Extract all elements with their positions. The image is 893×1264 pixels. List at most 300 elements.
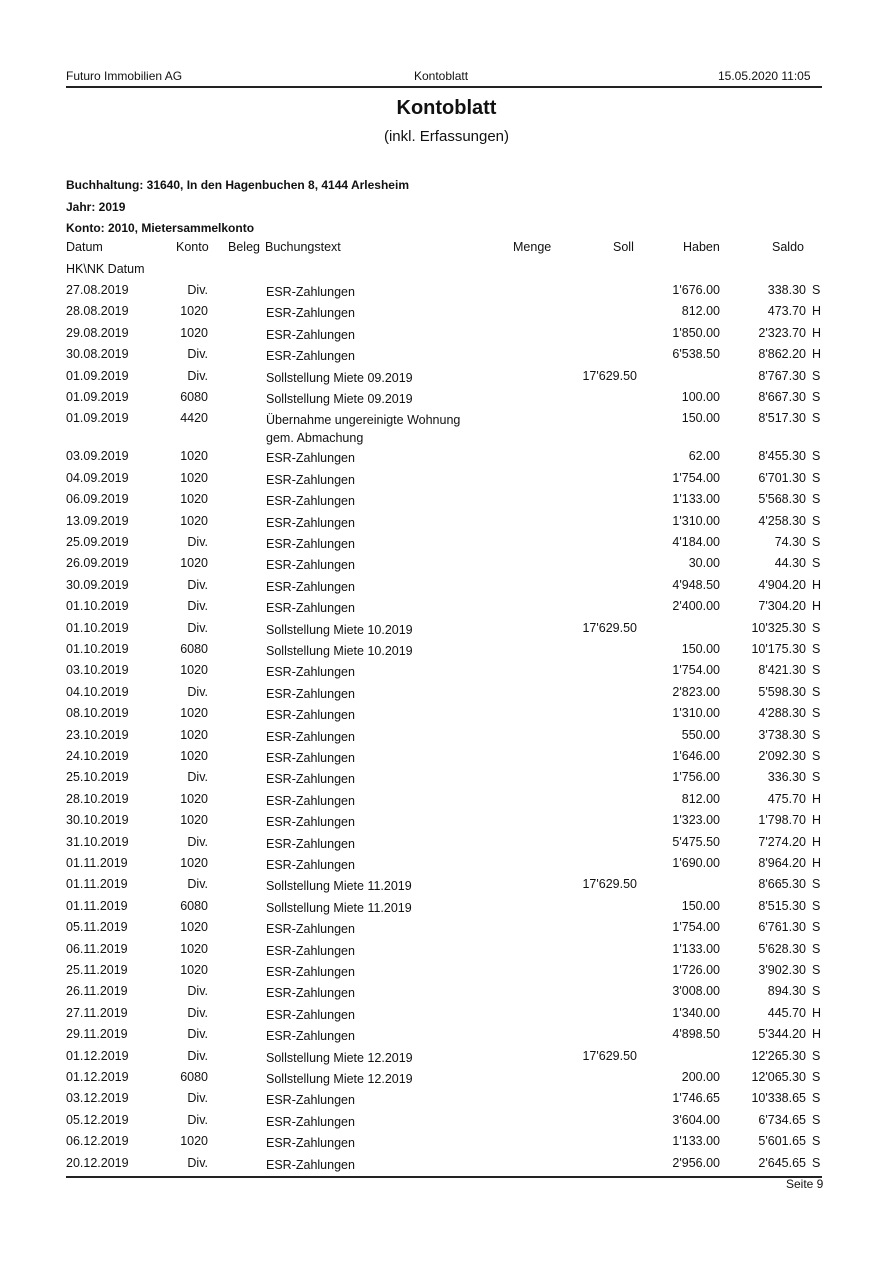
row-saldo: 12'265.30 [751,1048,806,1063]
row-konto: 1020 [180,304,208,319]
row-haben: 1'133.00 [672,941,720,956]
row-buchungstext: ESR-Zahlungen [266,558,355,573]
table-row [0,749,893,769]
col-header-saldo: Saldo [772,240,804,254]
row-buchungstext: ESR-Zahlungen [266,965,355,979]
table-row [0,792,893,812]
row-buchungstext: Sollstellung Miete 09.2019 [266,370,413,385]
row-soll-haben-indicator: S [812,749,821,763]
company-name: Futuro Immobilien AG [66,69,183,83]
table-row [0,449,893,469]
row-buchungstext: ESR-Zahlungen [266,472,355,487]
row-date: 04.10.2019 [66,684,129,699]
row-haben: 1'754.00 [672,663,720,678]
row-buchungstext: ESR-Zahlungen [266,349,355,364]
row-soll-haben-indicator: S [812,727,821,742]
row-konto: Div. [187,535,208,549]
row-buchungstext: ESR-Zahlungen [266,579,355,594]
table-row [0,706,893,726]
table-row [0,984,893,1004]
row-saldo: 473.70 [767,304,806,319]
row-saldo: 8'964.20 [758,856,806,870]
row-buchungstext: ESR-Zahlungen [266,986,355,1001]
row-konto: Div. [187,1005,208,1020]
row-buchungstext: ESR-Zahlungen [266,1157,355,1172]
row-date: 01.09.2019 [66,390,129,404]
row-soll-haben-indicator: H [812,1027,822,1042]
table-row [0,411,893,446]
row-haben: 812.00 [681,304,720,319]
row-soll-haben-indicator: S [812,283,821,297]
row-saldo: 44.30 [774,556,806,571]
row-haben: 812.00 [681,791,720,806]
row-date: 01.09.2019 [66,411,129,426]
row-date: 05.11.2019 [66,920,128,935]
table-row [0,369,893,389]
col-header-hknk-datum: HK\NK Datum [66,262,145,276]
row-buchungstext: ESR-Zahlungen [266,494,355,509]
row-date: 20.12.2019 [66,1155,129,1170]
row-konto: 6080 [180,642,208,656]
row-saldo: 10'325.30 [751,620,806,635]
row-saldo: 2'323.70 [758,325,806,340]
row-buchungstext: ESR-Zahlungen [266,922,355,937]
row-date: 30.09.2019 [66,577,129,592]
page-number: Seite 9 [786,1177,824,1191]
row-haben: 200.00 [681,1070,720,1084]
meta-konto: Konto: 2010, Mietersammelkonto [66,221,255,235]
row-buchungstext: Sollstellung Miete 09.2019 [266,392,413,406]
footer-rule [66,1176,822,1178]
row-soll-haben-indicator: S [812,1155,821,1170]
col-header-menge: Menge [513,240,552,254]
row-buchungstext: ESR-Zahlungen [266,515,355,530]
row-buchungstext: ESR-Zahlungen [266,815,355,830]
row-soll-haben-indicator: S [812,920,821,935]
row-saldo: 74.30 [774,535,806,549]
row-soll-haben-indicator: S [812,513,821,528]
row-soll-haben-indicator: S [812,706,821,721]
table-row [0,877,893,897]
row-soll-haben-indicator: S [812,963,821,977]
row-soll-haben-indicator: H [812,347,822,362]
row-konto: Div. [187,834,208,849]
row-soll-haben-indicator: H [812,599,822,614]
row-buchungstext: ESR-Zahlungen [266,772,355,787]
row-soll-haben-indicator: S [812,620,821,635]
row-soll-haben-indicator: S [812,642,821,656]
row-saldo: 5'601.65 [758,1134,806,1149]
row-date: 31.10.2019 [66,834,129,849]
row-konto: 1020 [180,1134,208,1149]
row-haben: 150.00 [681,411,720,426]
row-date: 01.11.2019 [66,877,128,892]
table-row [0,556,893,576]
row-buchungstext: ESR-Zahlungen [266,686,355,701]
table-row [0,920,893,940]
row-haben: 1'133.00 [672,1134,720,1149]
row-haben: 100.00 [681,390,720,404]
row-buchungstext: ESR-Zahlungen [266,537,355,551]
row-haben: 4'948.50 [672,577,720,592]
row-konto: Div. [187,770,208,785]
row-date: 01.09.2019 [66,368,129,383]
row-soll-haben-indicator: S [812,877,821,892]
row-konto: 1020 [180,663,208,678]
row-soll-haben-indicator: H [812,577,822,592]
row-haben: 4'184.00 [672,535,720,549]
row-saldo: 5'598.30 [758,684,806,699]
row-saldo: 7'274.20 [758,834,806,849]
row-konto: Div. [187,1048,208,1063]
table-row [0,685,893,705]
row-soll-haben-indicator: S [812,684,821,699]
row-konto: Div. [187,283,208,297]
row-saldo: 1'798.70 [758,813,806,828]
row-saldo: 4'904.20 [758,577,806,592]
row-buchungstext: ESR-Zahlungen [266,1114,355,1129]
meta-jahr: Jahr: 2019 [66,200,126,214]
row-date: 03.10.2019 [66,663,129,678]
row-konto: 1020 [180,791,208,806]
row-saldo: 6'701.30 [758,470,806,485]
row-soll-haben-indicator: S [812,368,821,383]
table-row [0,621,893,641]
row-buchungstext: ESR-Zahlungen [266,327,355,342]
row-buchungstext: ESR-Zahlungen [266,793,355,808]
table-row [0,1134,893,1154]
row-date: 06.12.2019 [66,1134,129,1149]
row-buchungstext: Sollstellung Miete 12.2019 [266,1072,413,1086]
row-soll-haben-indicator: S [812,1134,821,1149]
row-haben: 550.00 [681,727,720,742]
row-buchungstext: Sollstellung Miete 10.2019 [266,622,413,637]
row-saldo: 336.30 [767,770,806,785]
row-soll-haben-indicator: H [812,1005,822,1020]
row-saldo: 8'421.30 [758,663,806,678]
row-buchungstext: ESR-Zahlungen [266,1007,355,1022]
row-soll: 17'629.50 [582,620,637,635]
row-konto: 1020 [180,325,208,340]
row-buchungstext: ESR-Zahlungen [266,451,355,466]
row-date: 24.10.2019 [66,749,129,763]
row-date: 01.10.2019 [66,642,129,656]
row-konto: Div. [187,1027,208,1042]
row-haben: 2'400.00 [672,599,720,614]
row-haben: 1'746.65 [672,1091,720,1106]
row-saldo: 8'667.30 [758,390,806,404]
row-haben: 1'754.00 [672,470,720,485]
row-konto: 1020 [180,749,208,763]
row-soll: 17'629.50 [582,877,637,892]
row-soll-haben-indicator: S [812,1091,821,1106]
row-saldo: 7'304.20 [758,599,806,614]
row-konto: 1020 [180,513,208,528]
row-haben: 1'690.00 [672,856,720,870]
row-date: 06.09.2019 [66,492,129,507]
meta-buchhaltung: Buchhaltung: 31640, In den Hagenbuchen 8, 4144 Arlesheim [66,178,409,192]
table-row [0,963,893,983]
row-soll-haben-indicator: H [812,834,822,849]
row-saldo: 6'734.65 [758,1112,806,1127]
row-date: 03.12.2019 [66,1091,129,1106]
row-date: 01.11.2019 [66,898,128,913]
row-haben: 62.00 [688,449,720,464]
row-konto: 1020 [180,963,208,977]
row-soll-haben-indicator: S [812,1048,821,1063]
row-date: 28.10.2019 [66,791,129,806]
row-buchungstext: ESR-Zahlungen [266,858,355,872]
row-saldo: 10'175.30 [751,642,806,656]
row-haben: 150.00 [681,642,720,656]
col-header-beleg: Beleg [228,240,260,254]
page-subtitle: (inkl. Erfassungen) [383,128,510,145]
table-row [0,514,893,534]
row-saldo: 8'862.20 [758,347,806,362]
row-buchungstext: ESR-Zahlungen [266,1093,355,1108]
row-date: 23.10.2019 [66,727,129,742]
table-row [0,835,893,855]
row-haben: 2'823.00 [672,684,720,699]
table-row [0,1027,893,1047]
row-konto: 6080 [180,390,208,404]
row-saldo: 6'761.30 [758,920,806,935]
row-saldo: 12'065.30 [751,1070,806,1084]
row-haben: 1'754.00 [672,920,720,935]
table-row [0,471,893,491]
row-haben: 1'340.00 [672,1005,720,1020]
row-buchungstext: ESR-Zahlungen [266,1029,355,1044]
row-soll-haben-indicator: S [812,492,821,507]
row-date: 26.11.2019 [66,984,128,999]
row-date: 27.08.2019 [66,283,129,297]
row-konto: Div. [187,984,208,999]
row-konto: 1020 [180,449,208,464]
table-row [0,535,893,555]
row-haben: 6'538.50 [672,347,720,362]
row-date: 27.11.2019 [66,1005,128,1020]
row-haben: 1'310.00 [672,513,720,528]
row-saldo: 445.70 [767,1005,806,1020]
row-saldo: 5'628.30 [758,941,806,956]
table-row [0,770,893,790]
row-buchungstext: ESR-Zahlungen [266,943,355,958]
row-konto: 6080 [180,898,208,913]
row-buchungstext: Sollstellung Miete 11.2019 [266,900,412,915]
row-soll-haben-indicator: S [812,941,821,956]
row-konto: 1020 [180,727,208,742]
row-soll-haben-indicator: S [812,1112,821,1127]
row-soll-haben-indicator: H [812,791,822,806]
row-saldo: 10'338.65 [751,1091,806,1106]
row-soll-haben-indicator: S [812,390,821,404]
row-buchungstext: ESR-Zahlungen [266,751,355,765]
row-saldo: 8'455.30 [758,449,806,464]
row-soll-haben-indicator: S [812,984,821,999]
row-haben: 30.00 [688,556,720,571]
row-saldo: 2'092.30 [758,749,806,763]
row-date: 04.09.2019 [66,470,129,485]
row-saldo: 4'258.30 [758,513,806,528]
row-buchungstext: ESR-Zahlungen [266,285,355,299]
row-saldo: 5'568.30 [758,492,806,507]
row-date: 06.11.2019 [66,941,128,956]
table-row [0,942,893,962]
row-date: 25.11.2019 [66,963,128,977]
table-row [0,1006,893,1026]
row-konto: 1020 [180,941,208,956]
row-saldo: 4'288.30 [758,706,806,721]
row-konto: 1020 [180,470,208,485]
table-row [0,304,893,324]
row-saldo: 5'344.20 [758,1027,806,1042]
row-date: 05.12.2019 [66,1112,129,1127]
row-haben: 1'323.00 [672,813,720,828]
row-date: 01.12.2019 [66,1070,129,1084]
row-saldo: 8'665.30 [758,877,806,892]
row-haben: 4'898.50 [672,1027,720,1042]
row-buchungstext: Sollstellung Miete 11.2019 [266,879,412,894]
row-konto: Div. [187,577,208,592]
row-saldo: 475.70 [767,791,806,806]
row-haben: 1'726.00 [672,963,720,977]
row-soll-haben-indicator: S [812,1070,821,1084]
row-haben: 1'310.00 [672,706,720,721]
row-buchungstext [266,411,460,447]
row-soll-haben-indicator: S [812,663,821,678]
row-konto: Div. [187,347,208,362]
table-row [0,728,893,748]
table-row [0,642,893,662]
row-soll: 17'629.50 [582,1048,637,1063]
row-date: 30.10.2019 [66,813,129,828]
row-saldo: 338.30 [767,283,806,297]
table-row [0,856,893,876]
row-saldo: 8'767.30 [758,368,806,383]
row-konto: 6080 [180,1070,208,1084]
table-row [0,813,893,833]
row-date: 01.10.2019 [66,620,129,635]
row-soll-haben-indicator: S [812,535,821,549]
row-date: 30.08.2019 [66,347,129,362]
row-konto: 1020 [180,920,208,935]
row-haben: 3'008.00 [672,984,720,999]
row-saldo: 8'515.30 [758,898,806,913]
row-date: 29.08.2019 [66,325,129,340]
row-soll: 17'629.50 [582,368,637,383]
row-buchungstext-line2: gem. Abmachung [266,431,364,446]
row-date: 26.09.2019 [66,556,129,571]
row-date: 13.09.2019 [66,513,129,528]
col-header-konto: Konto [176,240,209,254]
row-konto: Div. [187,1091,208,1106]
row-konto: Div. [187,599,208,614]
row-buchungstext: ESR-Zahlungen [266,1136,355,1151]
page-title: Kontoblatt [396,97,497,119]
row-saldo: 894.30 [767,984,806,999]
row-date: 28.08.2019 [66,304,129,319]
row-buchungstext: ESR-Zahlungen [266,729,355,744]
row-haben: 1'756.00 [672,770,720,785]
row-soll-haben-indicator: S [812,411,821,426]
table-row [0,663,893,683]
row-saldo: 3'738.30 [758,727,806,742]
row-konto: Div. [187,877,208,892]
row-konto: 1020 [180,556,208,571]
row-saldo: 2'645.65 [758,1155,806,1170]
header-rule [66,86,822,88]
row-buchungstext: ESR-Zahlungen [266,836,355,851]
row-saldo: 8'517.30 [758,411,806,426]
table-row [0,1113,893,1133]
row-buchungstext: ESR-Zahlungen [266,708,355,723]
col-header-haben: Haben [683,240,720,254]
row-date: 01.12.2019 [66,1048,129,1063]
row-haben: 1'676.00 [672,283,720,297]
row-konto: Div. [187,368,208,383]
row-konto: Div. [187,620,208,635]
row-konto: Div. [187,684,208,699]
table-row [0,1091,893,1111]
row-date: 01.10.2019 [66,599,129,614]
table-row [0,599,893,619]
row-konto: Div. [187,1112,208,1127]
row-soll-haben-indicator: S [812,470,821,485]
row-date: 29.11.2019 [66,1027,128,1042]
row-haben: 1'133.00 [672,492,720,507]
table-row [0,390,893,410]
row-konto: 1020 [180,492,208,507]
row-soll-haben-indicator: H [812,304,822,319]
row-konto: 1020 [180,813,208,828]
row-date: 25.09.2019 [66,535,129,549]
table-row [0,347,893,367]
col-header-buchungstext: Buchungstext [265,240,341,254]
row-buchungstext: Sollstellung Miete 12.2019 [266,1050,413,1065]
row-soll-haben-indicator: S [812,449,821,464]
row-soll-haben-indicator: H [812,325,822,340]
row-haben: 5'475.50 [672,834,720,849]
row-soll-haben-indicator: H [812,856,822,870]
table-row [0,899,893,919]
row-buchungstext: ESR-Zahlungen [266,601,355,616]
row-buchungstext: ESR-Zahlungen [266,665,355,680]
row-konto: Div. [187,1155,208,1170]
table-row [0,326,893,346]
row-soll-haben-indicator: H [812,813,822,828]
row-haben: 3'604.00 [672,1112,720,1127]
row-konto: 1020 [180,856,208,870]
row-buchungstext-line1: Übernahme ungereinigte Wohnung [266,413,461,428]
table-row [0,1049,893,1069]
row-date: 01.11.2019 [66,856,128,870]
table-row [0,1156,893,1176]
row-saldo: 3'902.30 [758,963,806,977]
col-header-datum: Datum [66,240,103,254]
row-konto: 1020 [180,706,208,721]
row-haben: 1'850.00 [672,325,720,340]
row-haben: 2'956.00 [672,1155,720,1170]
row-haben: 150.00 [681,898,720,913]
row-konto: 4420 [180,411,208,426]
table-row [0,1070,893,1090]
col-header-soll: Soll [613,240,634,254]
row-soll-haben-indicator: S [812,898,821,913]
row-soll-haben-indicator: S [812,770,821,785]
row-soll-haben-indicator: S [812,556,821,571]
table-row [0,492,893,512]
row-date: 03.09.2019 [66,449,129,464]
